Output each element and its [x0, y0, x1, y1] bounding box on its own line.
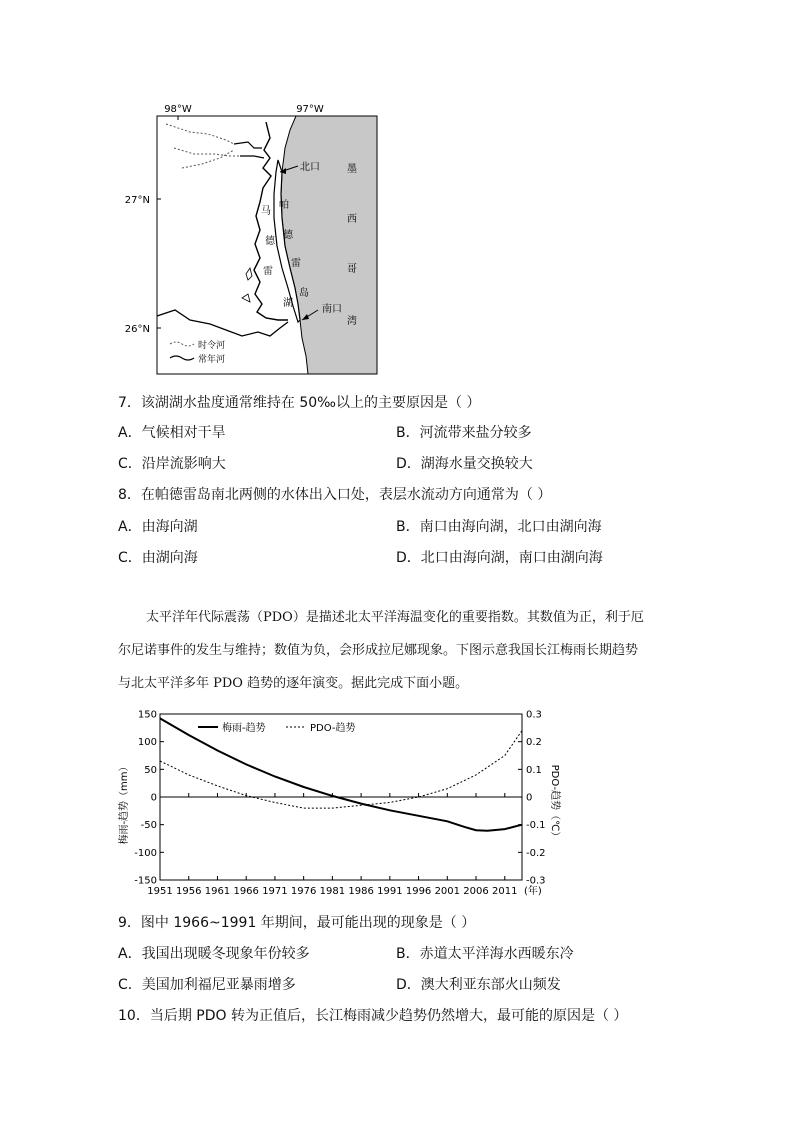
map-figure — [124, 98, 390, 380]
chart-ylabel-left: 梅雨-趋势（mm） — [119, 761, 130, 845]
question-7-option-b[interactable]: B．河流带来盐分较多 — [396, 425, 532, 441]
sea-label-2: 西 — [347, 214, 357, 225]
south-inlet-label: 南口 — [322, 304, 342, 315]
lat-label-26n: 26°N — [124, 324, 150, 335]
pdo-trend-line — [160, 731, 522, 809]
legend-perennial-river-label: 常年河 — [198, 355, 226, 365]
question-9-option-c[interactable]: C．美国加利福尼亚暴雨增多 — [118, 977, 296, 993]
island-label-4: 岛 — [299, 288, 309, 299]
x-tick-label: 1991 — [377, 886, 403, 897]
intro-line-1: 太平洋年代际震荡（PDO）是描述北太平洋海温变化的重要指数。其数值为正，利于厄 — [146, 610, 644, 625]
legend-seasonal-river-label: 时令河 — [198, 341, 226, 351]
x-tick-label: 2011 — [492, 886, 518, 897]
question-8-option-a[interactable]: A．由海向湖 — [118, 519, 198, 535]
chart-axes — [160, 714, 522, 880]
x-tick-label: 1966 — [233, 886, 259, 897]
question-9-option-b[interactable]: B．赤道太平洋海水西暖东冷 — [396, 946, 574, 962]
x-tick-label: 1996 — [405, 886, 432, 897]
left-tick-label: -150 — [134, 875, 157, 887]
north-inlet-label: 北口 — [300, 162, 320, 173]
right-tick-label: 0.3 — [526, 709, 542, 721]
x-unit-label: (年) — [524, 886, 542, 897]
lake-label-3: 雷 — [263, 266, 273, 277]
left-tick-label: 150 — [137, 709, 157, 721]
chart-series — [160, 718, 522, 830]
sea-label-1: 墨 — [347, 164, 357, 175]
left-tick-label: -50 — [140, 820, 157, 832]
sea-label-4: 湾 — [347, 316, 357, 327]
left-tick-label: 100 — [137, 737, 157, 749]
x-tick-label: 1956 — [176, 886, 202, 897]
x-tick-label: 2001 — [434, 886, 461, 897]
right-tick-label: 0 — [526, 792, 533, 804]
question-8-option-d[interactable]: D．北口由海向湖，南口由湖向海 — [396, 550, 603, 566]
right-tick-label: 0.2 — [526, 737, 542, 749]
lon-label-97w: 97°W — [296, 104, 324, 115]
legend-pdo-label: PDO-趋势 — [310, 723, 356, 734]
island-label-1: 帕 — [279, 200, 289, 211]
intro-line-3: 与北太平洋多年 PDO 趋势的逐年演变。据此完成下面小题。 — [118, 676, 469, 691]
question-7-stem: 7．该湖湖水盐度通常维持在 50‰以上的主要原因是（ ） — [118, 395, 481, 411]
question-9-stem: 9．图中 1966~1991 年期间，最可能出现的现象是（ ） — [118, 915, 476, 931]
x-tick-label: 1951 — [147, 886, 173, 897]
sea-label-3: 哥 — [347, 264, 357, 275]
lon-label-98w: 98°W — [164, 104, 192, 115]
island-label-2: 德 — [283, 230, 293, 241]
lake-label-4: 湖 — [283, 298, 293, 309]
lake-label-1: 马 — [261, 206, 271, 217]
intro-line-2: 尔尼诺事件的发生与维持；数值为负，会形成拉尼娜现象。下图示意我国长江梅雨长期趋势 — [118, 643, 639, 658]
question-8-option-b[interactable]: B．南口由海向湖，北口由湖向海 — [396, 519, 602, 535]
right-tick-label: -0.1 — [526, 820, 546, 832]
right-tick-label: -0.2 — [526, 847, 546, 859]
question-9-option-a[interactable]: A．我国出现暖冬现象年份较多 — [118, 946, 310, 962]
question-7-option-c[interactable]: C．沿岸流影响大 — [118, 456, 226, 472]
question-7-option-a[interactable]: A．气候相对干旱 — [118, 425, 226, 441]
lake-label-2: 德 — [265, 236, 275, 247]
question-7-option-d[interactable]: D．湖海水量交换较大 — [396, 456, 533, 472]
chart-ticks — [134, 710, 545, 898]
x-tick-label: 1961 — [204, 886, 231, 897]
x-tick-label: 1971 — [262, 886, 288, 897]
meiyu-pdo-chart — [112, 704, 562, 900]
right-tick-label: -0.3 — [526, 875, 546, 887]
left-tick-label: 0 — [150, 792, 157, 804]
left-tick-label: 50 — [144, 764, 157, 776]
lat-label-27n: 27°N — [124, 195, 150, 206]
meiyu-trend-line — [160, 718, 522, 830]
left-tick-label: -100 — [134, 847, 157, 859]
legend-meiyu-label: 梅雨-趋势 — [222, 723, 266, 734]
question-8-stem: 8．在帕德雷岛南北两侧的水体出入口处，表层水流动方向通常为（ ） — [118, 487, 552, 503]
right-tick-label: 0.1 — [526, 764, 542, 776]
chart-ylabel-right: PDO-趋势（℃） — [549, 764, 560, 842]
island-label-3: 雷 — [291, 258, 301, 269]
x-tick-label: 1976 — [290, 886, 317, 897]
x-tick-label: 1986 — [348, 886, 374, 897]
chart-legend — [198, 721, 356, 734]
question-10-stem: 10．当后期 PDO 转为正值后，长江梅雨减少趋势仍然增大，最可能的原因是（ ） — [118, 1008, 628, 1024]
question-9-option-d[interactable]: D．澳大利亚东部火山频发 — [396, 977, 561, 993]
x-tick-label: 1981 — [319, 886, 346, 897]
question-8-option-c[interactable]: C．由湖向海 — [118, 550, 198, 566]
x-tick-label: 2006 — [463, 886, 489, 897]
